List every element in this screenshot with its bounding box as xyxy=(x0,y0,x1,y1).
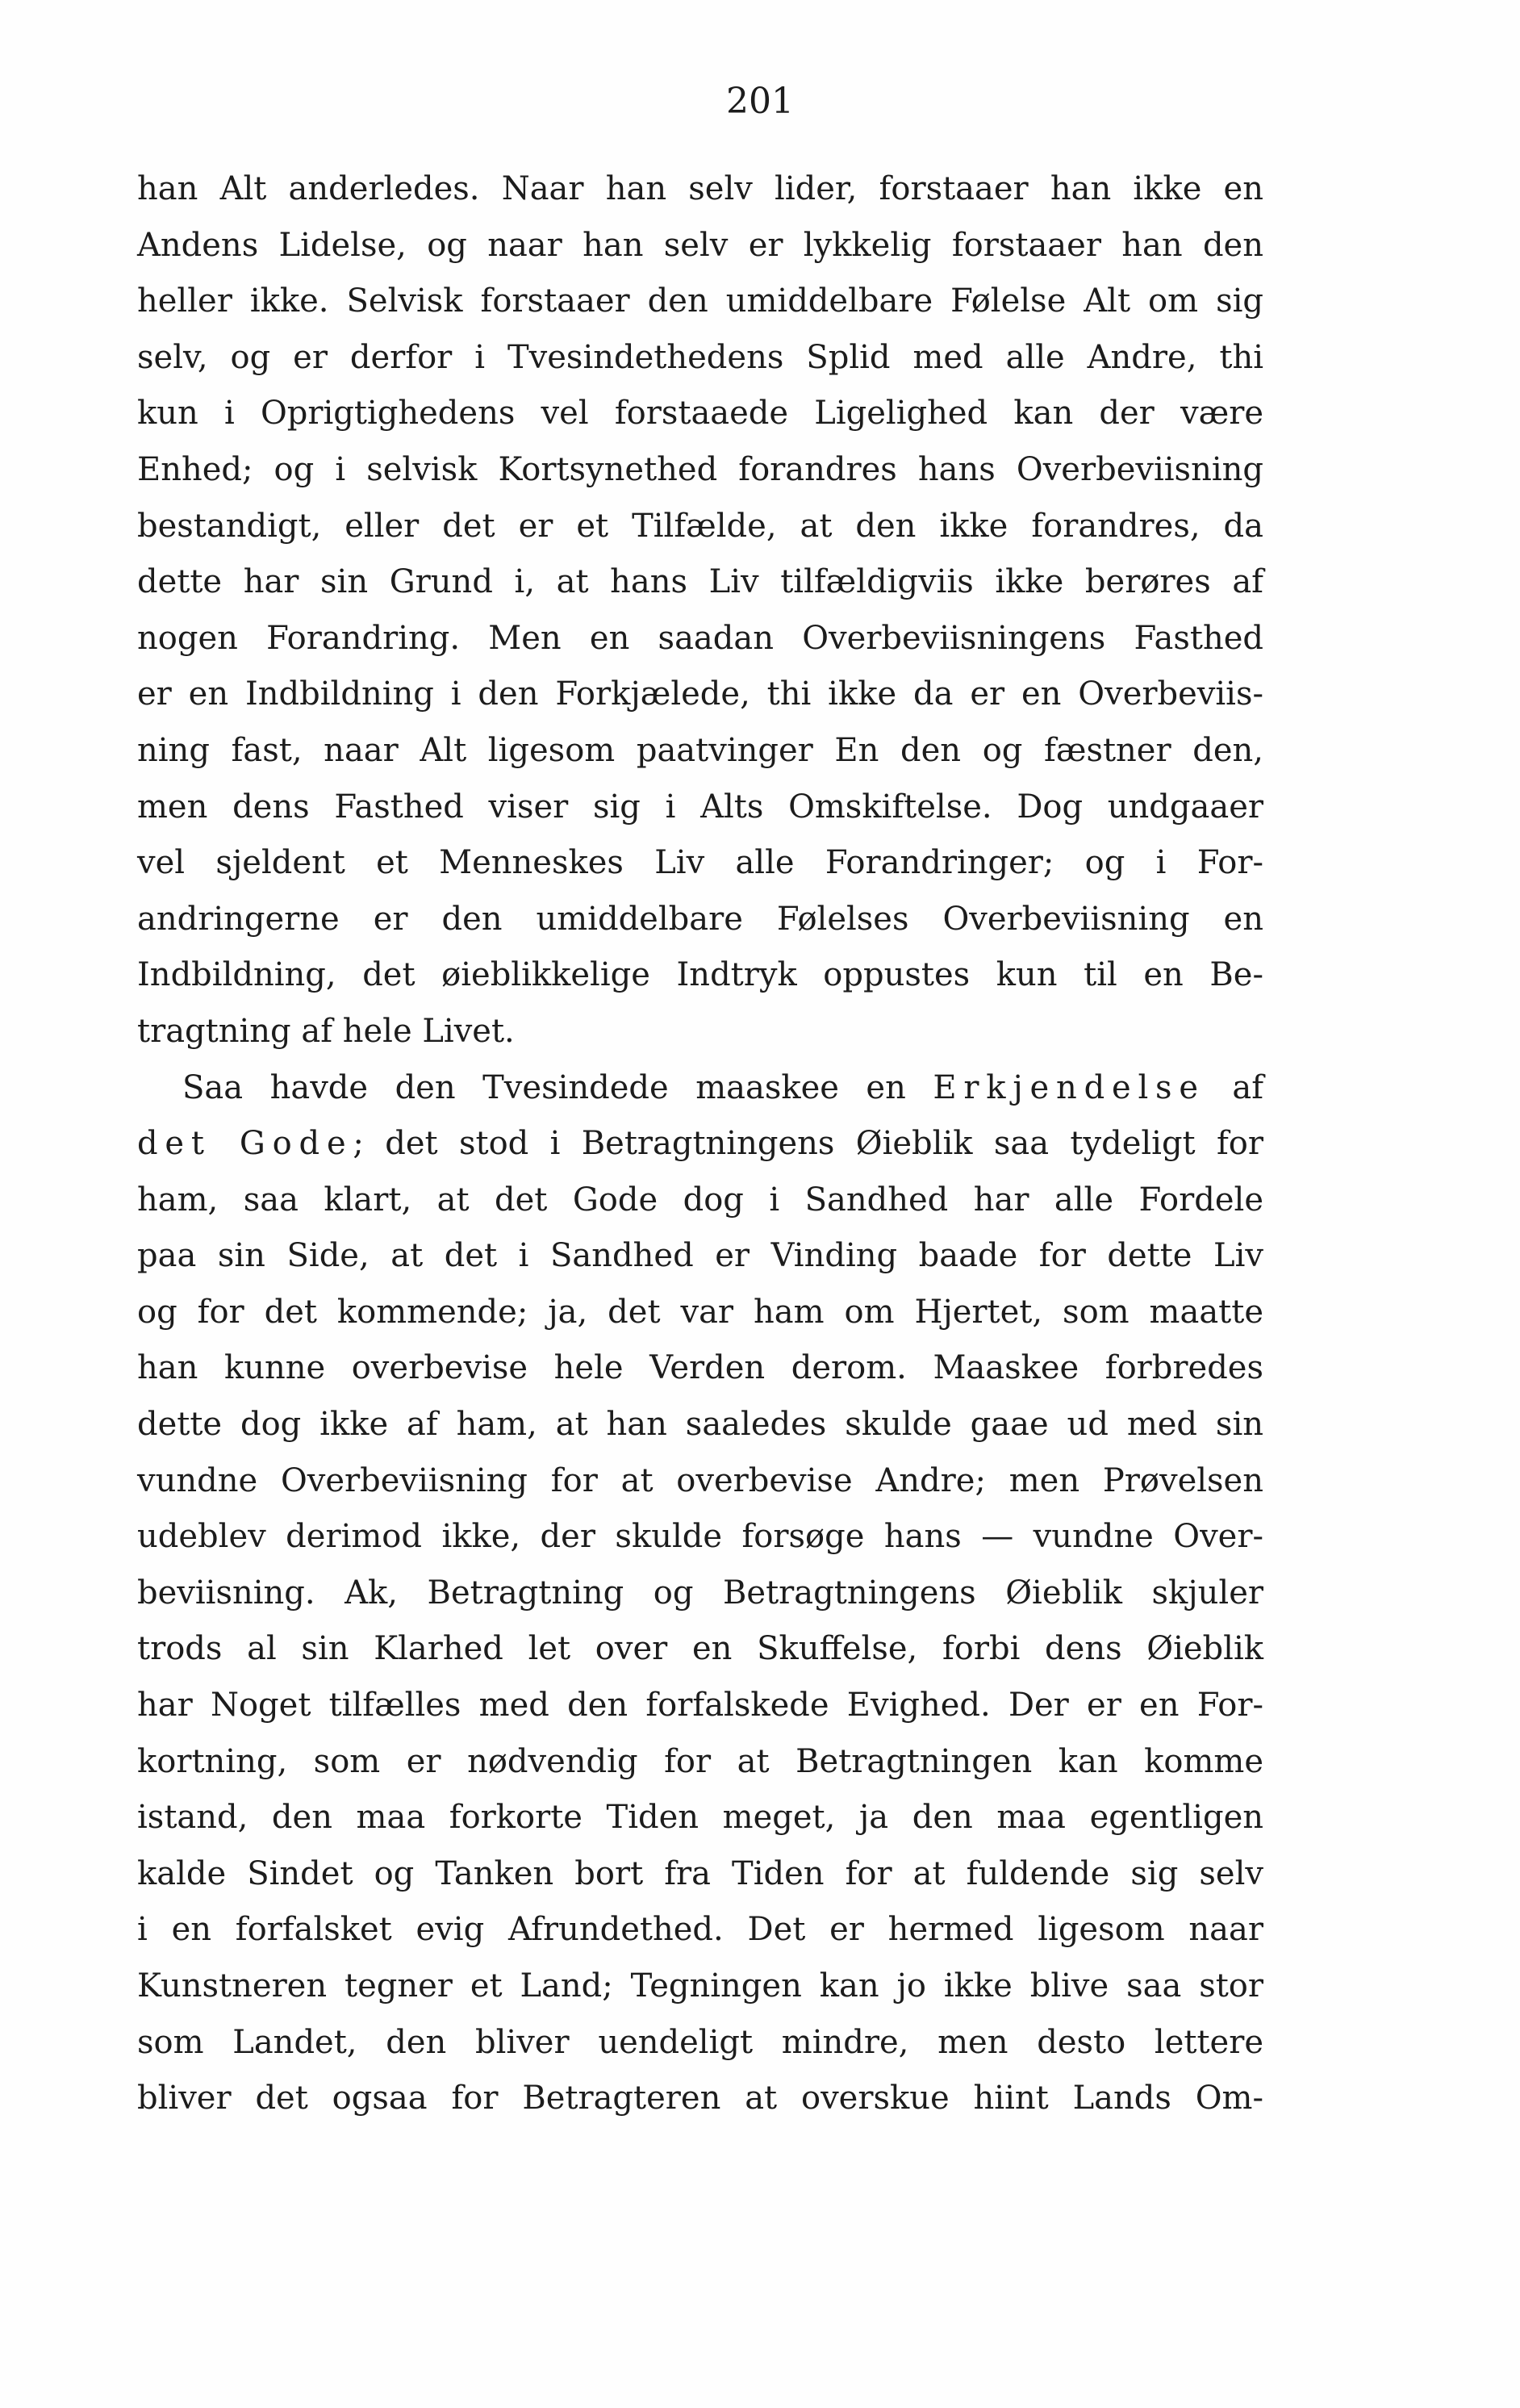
text-line: bestandigt, eller det er et Tilfælde, at den ikke forandres, da xyxy=(137,507,1263,545)
text-line-part: af xyxy=(1205,1068,1263,1106)
text-line: Andens Lidelse, og naar han selv er lykkelig forstaaer han den xyxy=(137,226,1263,264)
spaced-word: det Gode xyxy=(137,1125,353,1163)
text-line-part: Saa havde den Tvesindede maaskee en xyxy=(182,1068,933,1106)
text-line-first-spaced xyxy=(137,1060,1263,1117)
spaced-word: Erkjendelse xyxy=(933,1068,1205,1106)
text-line: trods al sin Klarhed let over en Skuffelse, forbi dens Øieblik xyxy=(137,1630,1263,1668)
text-line: kalde Sindet og Tanken bort fra Tiden for at fuldende sig selv xyxy=(137,1854,1263,1892)
text-line: kortning, som er nødvendig for at Betragtningen kan komme xyxy=(137,1742,1263,1780)
body-text xyxy=(137,161,1263,2127)
text-line: vel sjeldent et Menneskes Liv alle Forandringer; og i For- xyxy=(137,844,1263,882)
text-line: han Alt anderledes. Naar han selv lider, forstaaer han ikke en xyxy=(137,170,1263,207)
text-line: i en forfalsket evig Afrundethed. Det er hermed ligesom naar xyxy=(137,1911,1263,1949)
text-line: nogen Forandring. Men en saadan Overbeviisningens Fasthed xyxy=(137,619,1263,657)
text-line: Indbildning, det øieblikkelige Indtryk oppustes kun til en Be- xyxy=(137,956,1263,994)
text-line: har Noget tilfælles med den forfalskede Evighed. Der er en For- xyxy=(137,1687,1263,1724)
text-line: og for det kommende; ja, det var ham om Hjertet, som maatte xyxy=(137,1293,1263,1331)
text-line: beviisning. Ak, Betragtning og Betragtningens Øieblik skjuler xyxy=(137,1574,1263,1612)
text-line-spaced xyxy=(137,1116,1263,1173)
text-line: Enhed; og i selvisk Kortsynethed forandres hans Overbeviisning xyxy=(137,450,1263,488)
text-line: selv, og er derfor i Tvesindethedens Splid med alle Andre, thi xyxy=(137,338,1263,376)
text-line: ham, saa klart, at det Gode dog i Sandhed har alle Fordele xyxy=(137,1181,1263,1219)
text-line: dette har sin Grund i, at hans Liv tilfældigviis ikke berøres af xyxy=(137,563,1263,601)
text-line: istand, den maa forkorte Tiden meget, ja den maa egentligen xyxy=(137,1799,1263,1837)
text-line: paa sin Side, at det i Sandhed er Vinding baade for dette Liv xyxy=(137,1237,1263,1275)
text-line: tragtning af hele Livet. xyxy=(137,1012,515,1050)
text-line: er en Indbildning i den Forkjælede, thi ikke da er en Overbeviis- xyxy=(137,675,1263,713)
text-line: udeblev derimod ikke, der skulde forsøge hans — vundne Over- xyxy=(137,1518,1263,1556)
text-line: kun i Oprigtighedens vel forstaaede Ligelighed kan der være xyxy=(137,395,1263,433)
text-line: vundne Overbeviisning for at overbevise Andre; men Prøvelsen xyxy=(137,1461,1263,1499)
text-line: men dens Fasthed viser sig i Alts Omskiftelse. Dog undgaaer xyxy=(137,788,1263,826)
text-line: Kunstneren tegner et Land; Tegningen kan jo ikke blive saa stor xyxy=(137,1967,1263,2005)
text-line: heller ikke. Selvisk forstaaer den umiddelbare Følelse Alt om sig xyxy=(137,282,1263,320)
text-line: som Landet, den bliver uendeligt mindre, men desto lettere xyxy=(137,2023,1263,2061)
text-line: ning fast, naar Alt ligesom paatvinger En den og fæstner den, xyxy=(137,731,1263,769)
text-line: dette dog ikke af ham, at han saaledes skulde gaae ud med sin xyxy=(137,1406,1263,1444)
page-number: 201 xyxy=(726,81,794,122)
text-line: andringerne er den umiddelbare Følelses Overbeviisning en xyxy=(137,900,1263,938)
text-line: han kunne overbevise hele Verden derom. Maaskee forbredes xyxy=(137,1349,1263,1387)
text-line-part: ; det stod i Betragtningens Øieblik saa tydeligt for xyxy=(353,1125,1263,1163)
text-line: bliver det ogsaa for Betragteren at overskue hiint Lands Om- xyxy=(137,2080,1263,2117)
